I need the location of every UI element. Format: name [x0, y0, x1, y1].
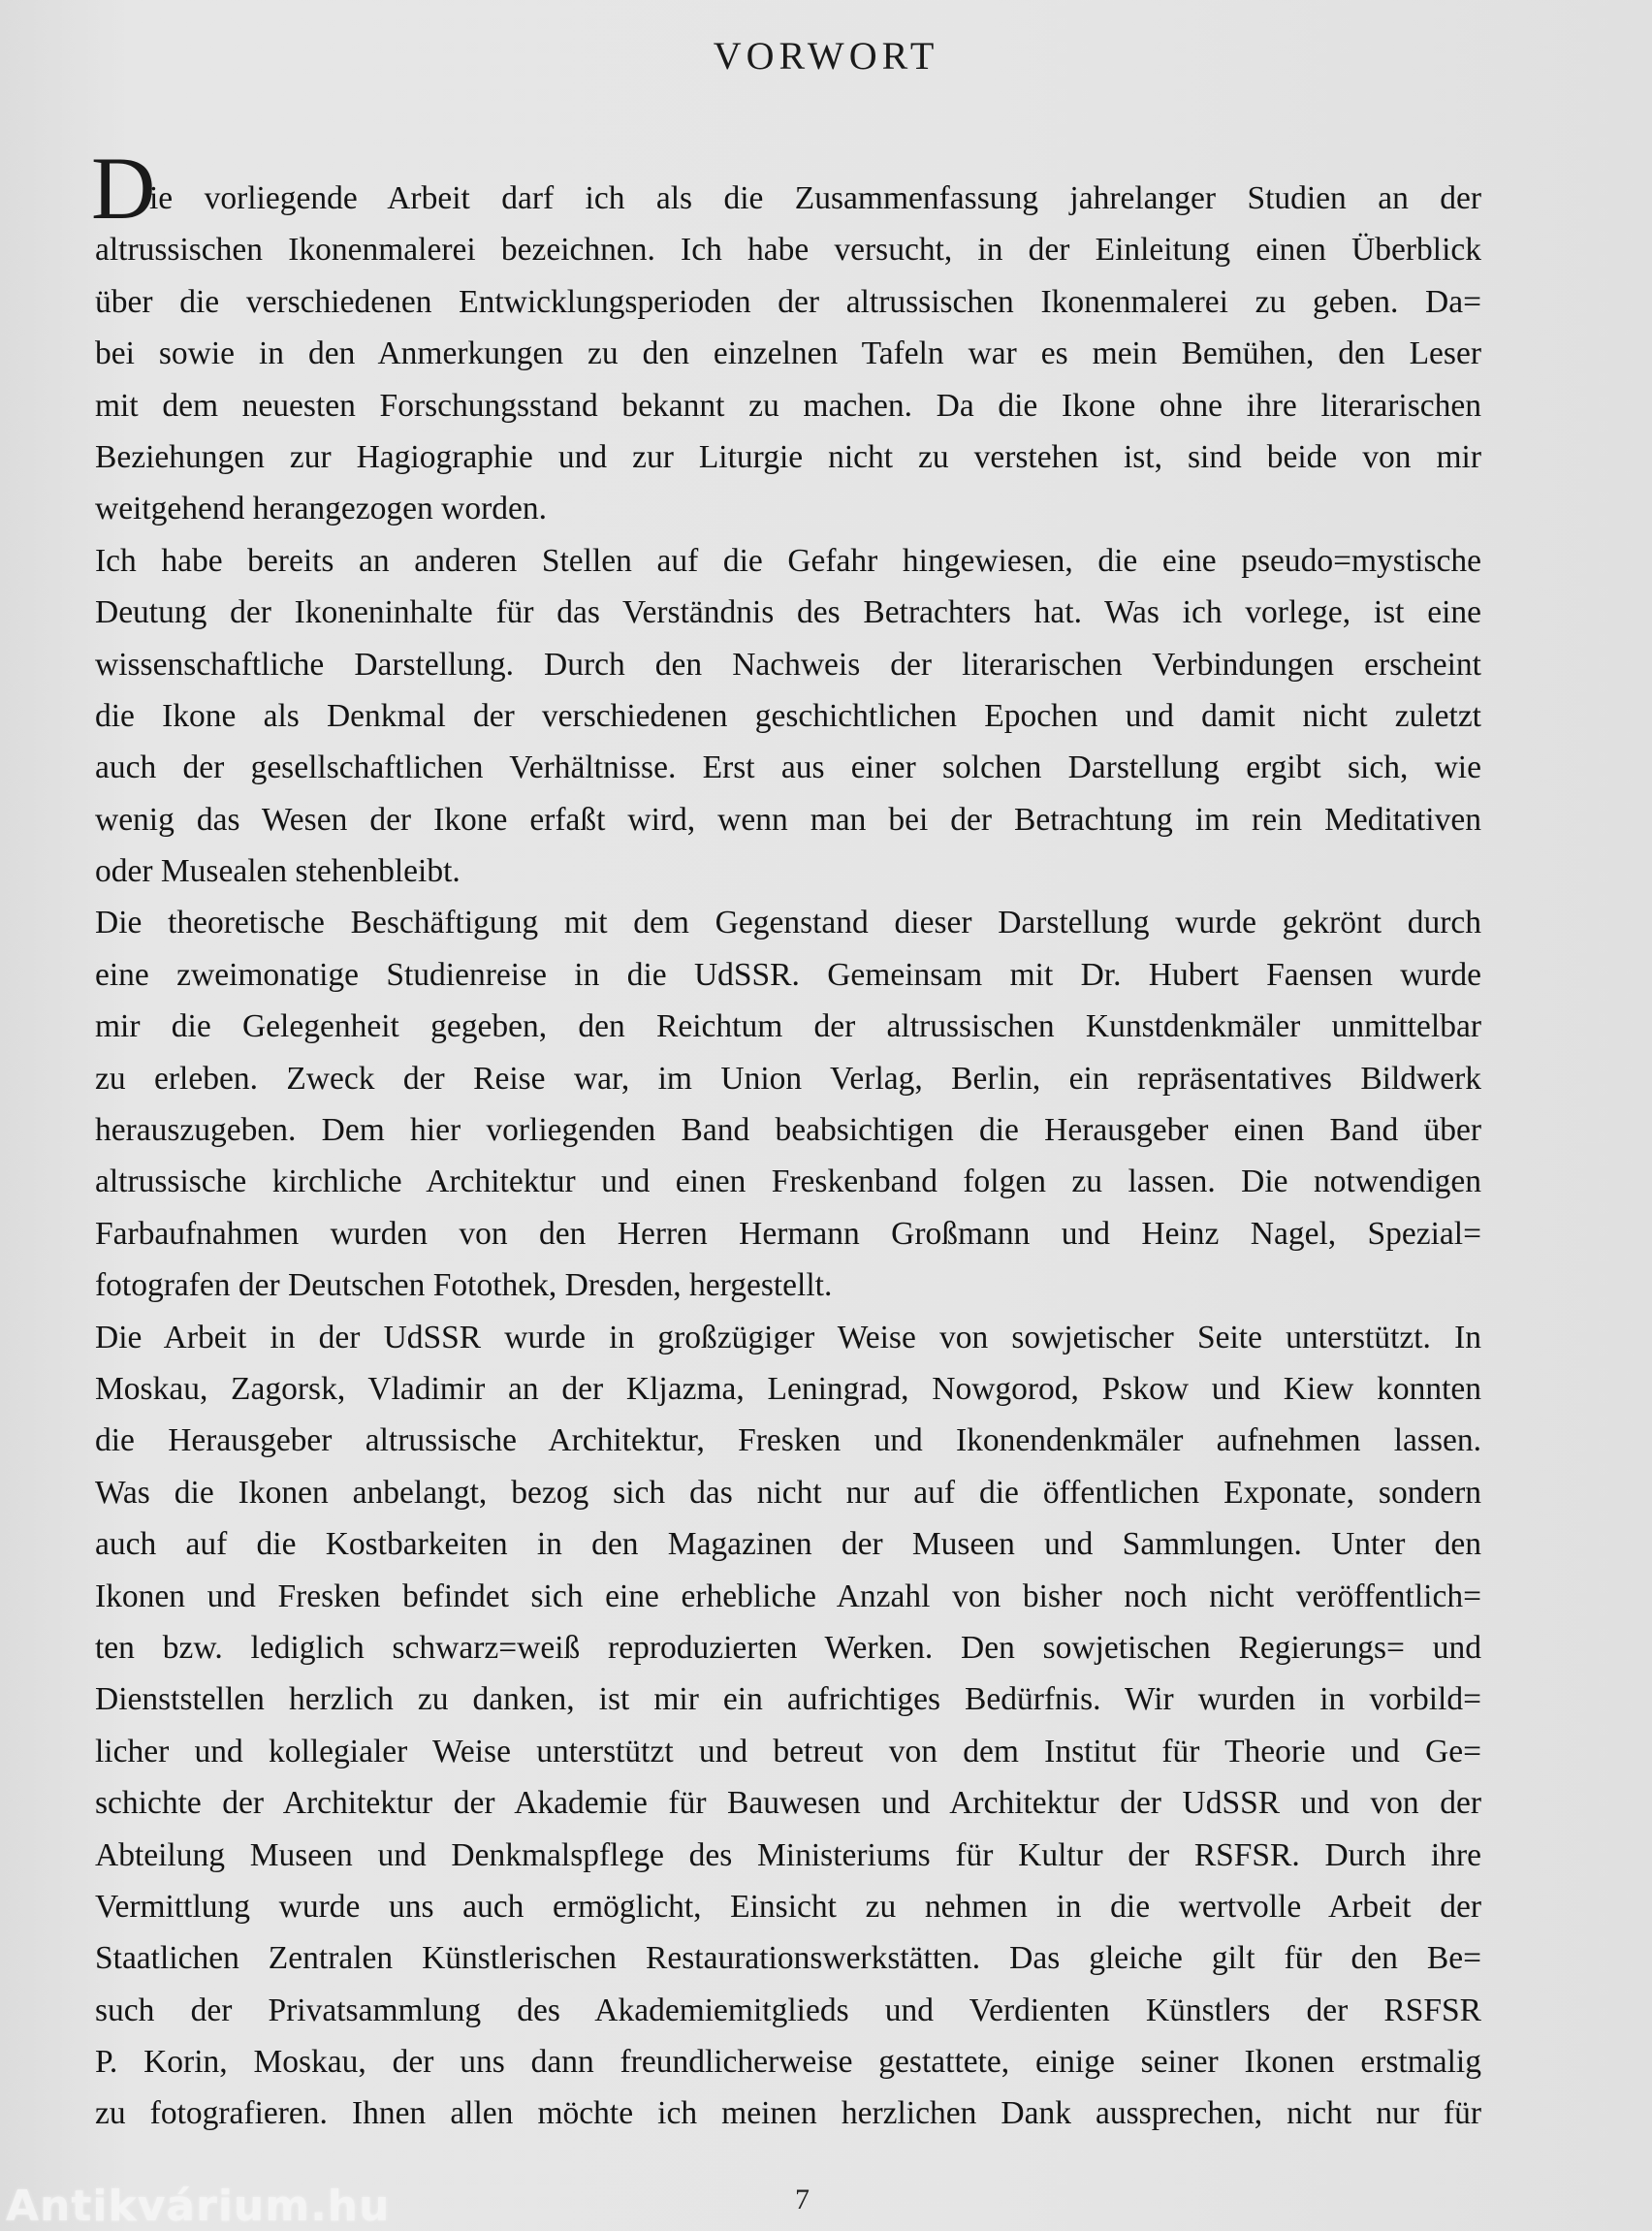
text-line: wissenschaftliche Darstellung. Durch den Nachweis der literarischen Verbindungen erscheint — [95, 646, 1481, 683]
text-line: eine zweimonatige Studienreise in die UdSSR. Gemeinsam mit Dr. Hubert Faensen wurde — [95, 956, 1481, 993]
body-text — [91, 139, 1481, 2140]
watermark: Antikvárium.hu — [6, 2182, 391, 2231]
text-line: Farbaufnahmen wurden von den Herren Hermann Großmann und Heinz Nagel, Spezial= — [95, 1215, 1481, 1252]
text-line: Moskau, Zagorsk, Vladimir an der Kljazma, Leningrad, Nowgorod, Pskow und Kiew konnten — [95, 1370, 1481, 1407]
text-line: altrussische kirchliche Architektur und einen Freskenband folgen zu lassen. Die notwendigen — [95, 1163, 1481, 1200]
text-line: wenig das Wesen der Ikone erfaßt wird, wenn man bei der Betrachtung im rein Meditativen — [95, 801, 1481, 838]
text-line: mit dem neuesten Forschungsstand bekannt zu machen. Da die Ikone ohne ihre literarischen — [95, 387, 1481, 424]
text-line: Die theoretische Beschäftigung mit dem Gegenstand dieser Darstellung wurde gekrönt durch — [95, 905, 1481, 941]
text-line: licher und kollegialer Weise unterstützt und betreut von dem Institut für Theorie und Ge= — [95, 1733, 1481, 1769]
text-line: such der Privatsammlung des Akademiemitglieds und Verdienten Künstlers der RSFSR — [95, 1992, 1481, 2028]
text-line: die Herausgeber altrussische Architektur, Fresken und Ikonendenkmäler aufnehmen lassen. — [95, 1422, 1481, 1459]
page-number: 7 — [795, 2183, 810, 2215]
text-line: Ich habe bereits an anderen Stellen auf die Gefahr hingewiesen, die eine pseudo=mystische — [95, 542, 1481, 579]
text-line: Beziehungen zur Hagiographie und zur Liturgie nicht zu verstehen ist, sind beide von mir — [95, 438, 1481, 475]
text-line: Staatlichen Zentralen Künstlerischen Restaurationswerkstätten. Das gleiche gilt für den Be= — [95, 1940, 1481, 1977]
text-line: oder Musealen stehenbleibt. — [95, 853, 461, 890]
drop-cap: D — [91, 139, 156, 238]
text-line: mir die Gelegenheit gegeben, den Reichtum der altrussischen Kunstdenkmäler unmittelbar — [95, 1008, 1481, 1045]
text-line: auch auf die Kostbarkeiten in den Magazinen der Museen und Sammlungen. Unter den — [95, 1526, 1481, 1563]
text-line: herauszugeben. Dem hier vorliegenden Band beabsichtigen die Herausgeber einen Band über — [95, 1112, 1481, 1149]
text-line: Dienststellen herzlich zu danken, ist mir ein aufrichtiges Bedürfnis. Wir wurden in vorbild= — [95, 1681, 1481, 1718]
text-line: zu fotografieren. Ihnen allen möchte ich meinen herzlichen Dank aussprechen, nicht nur für — [95, 2095, 1481, 2132]
text-line: Vermittlung wurde uns auch ermöglicht, Einsicht zu nehmen in die wertvolle Arbeit der — [95, 1888, 1481, 1925]
page-title: VORWORT — [713, 34, 939, 78]
text-line: altrussischen Ikonenmalerei bezeichnen. Ich habe versucht, in der Einleitung einen Überblick — [95, 232, 1481, 269]
text-line: P. Korin, Moskau, der uns dann freundlicherweise gestattete, einige seiner Ikonen erstmalig — [95, 2044, 1481, 2081]
text-line: schichte der Architektur der Akademie für Bauwesen und Architektur der UdSSR und von der — [95, 1785, 1481, 1822]
text-line: Was die Ikonen anbelangt, bezog sich das nicht nur auf die öffentlichen Exponate, sondern — [95, 1474, 1481, 1511]
text-line: auch der gesellschaftlichen Verhältnisse. Erst aus einer solchen Darstellung ergibt sich, wie — [95, 749, 1481, 786]
text-line: weitgehend herangezogen worden. — [95, 491, 548, 527]
text-line: Deutung der Ikoneninhalte für das Verständnis des Betrachters hat. Was ich vorlege, ist eine — [95, 594, 1481, 631]
text-line: zu erleben. Zweck der Reise war, im Union Verlag, Berlin, ein repräsentatives Bildwerk — [95, 1060, 1481, 1097]
first-line — [91, 139, 1481, 238]
text-line: fotografen der Deutschen Fotothek, Dresden, hergestellt. — [95, 1267, 833, 1304]
text-line: ten bzw. lediglich schwarz=weiß reproduzierten Werken. Den sowjetischen Regierungs= und — [95, 1629, 1481, 1666]
text-line: Ikonen und Fresken befindet sich eine erhebliche Anzahl von bisher noch nicht veröffentlich= — [95, 1578, 1481, 1614]
text-line: Die Arbeit in der UdSSR wurde in großzügiger Weise von sowjetischer Seite unterstützt. In — [95, 1319, 1481, 1355]
first-line-text: ie vorliegende Arbeit darf ich als die Zusammenfassung jahrelanger Studien an der — [149, 180, 1481, 216]
text-line: über die verschiedenen Entwicklungsperioden der altrussischen Ikonenmalerei zu geben. Da= — [95, 283, 1481, 320]
text-line: bei sowie in den Anmerkungen zu den einzelnen Tafeln war es mein Bemühen, den Leser — [95, 335, 1481, 372]
text-line: Abteilung Museen und Denkmalspflege des Ministeriums für Kultur der RSFSR. Durch ihre — [95, 1836, 1481, 1873]
text-line: die Ikone als Denkmal der verschiedenen geschichtlichen Epochen und damit nicht zuletzt — [95, 697, 1481, 734]
text-lines — [95, 224, 1481, 2139]
